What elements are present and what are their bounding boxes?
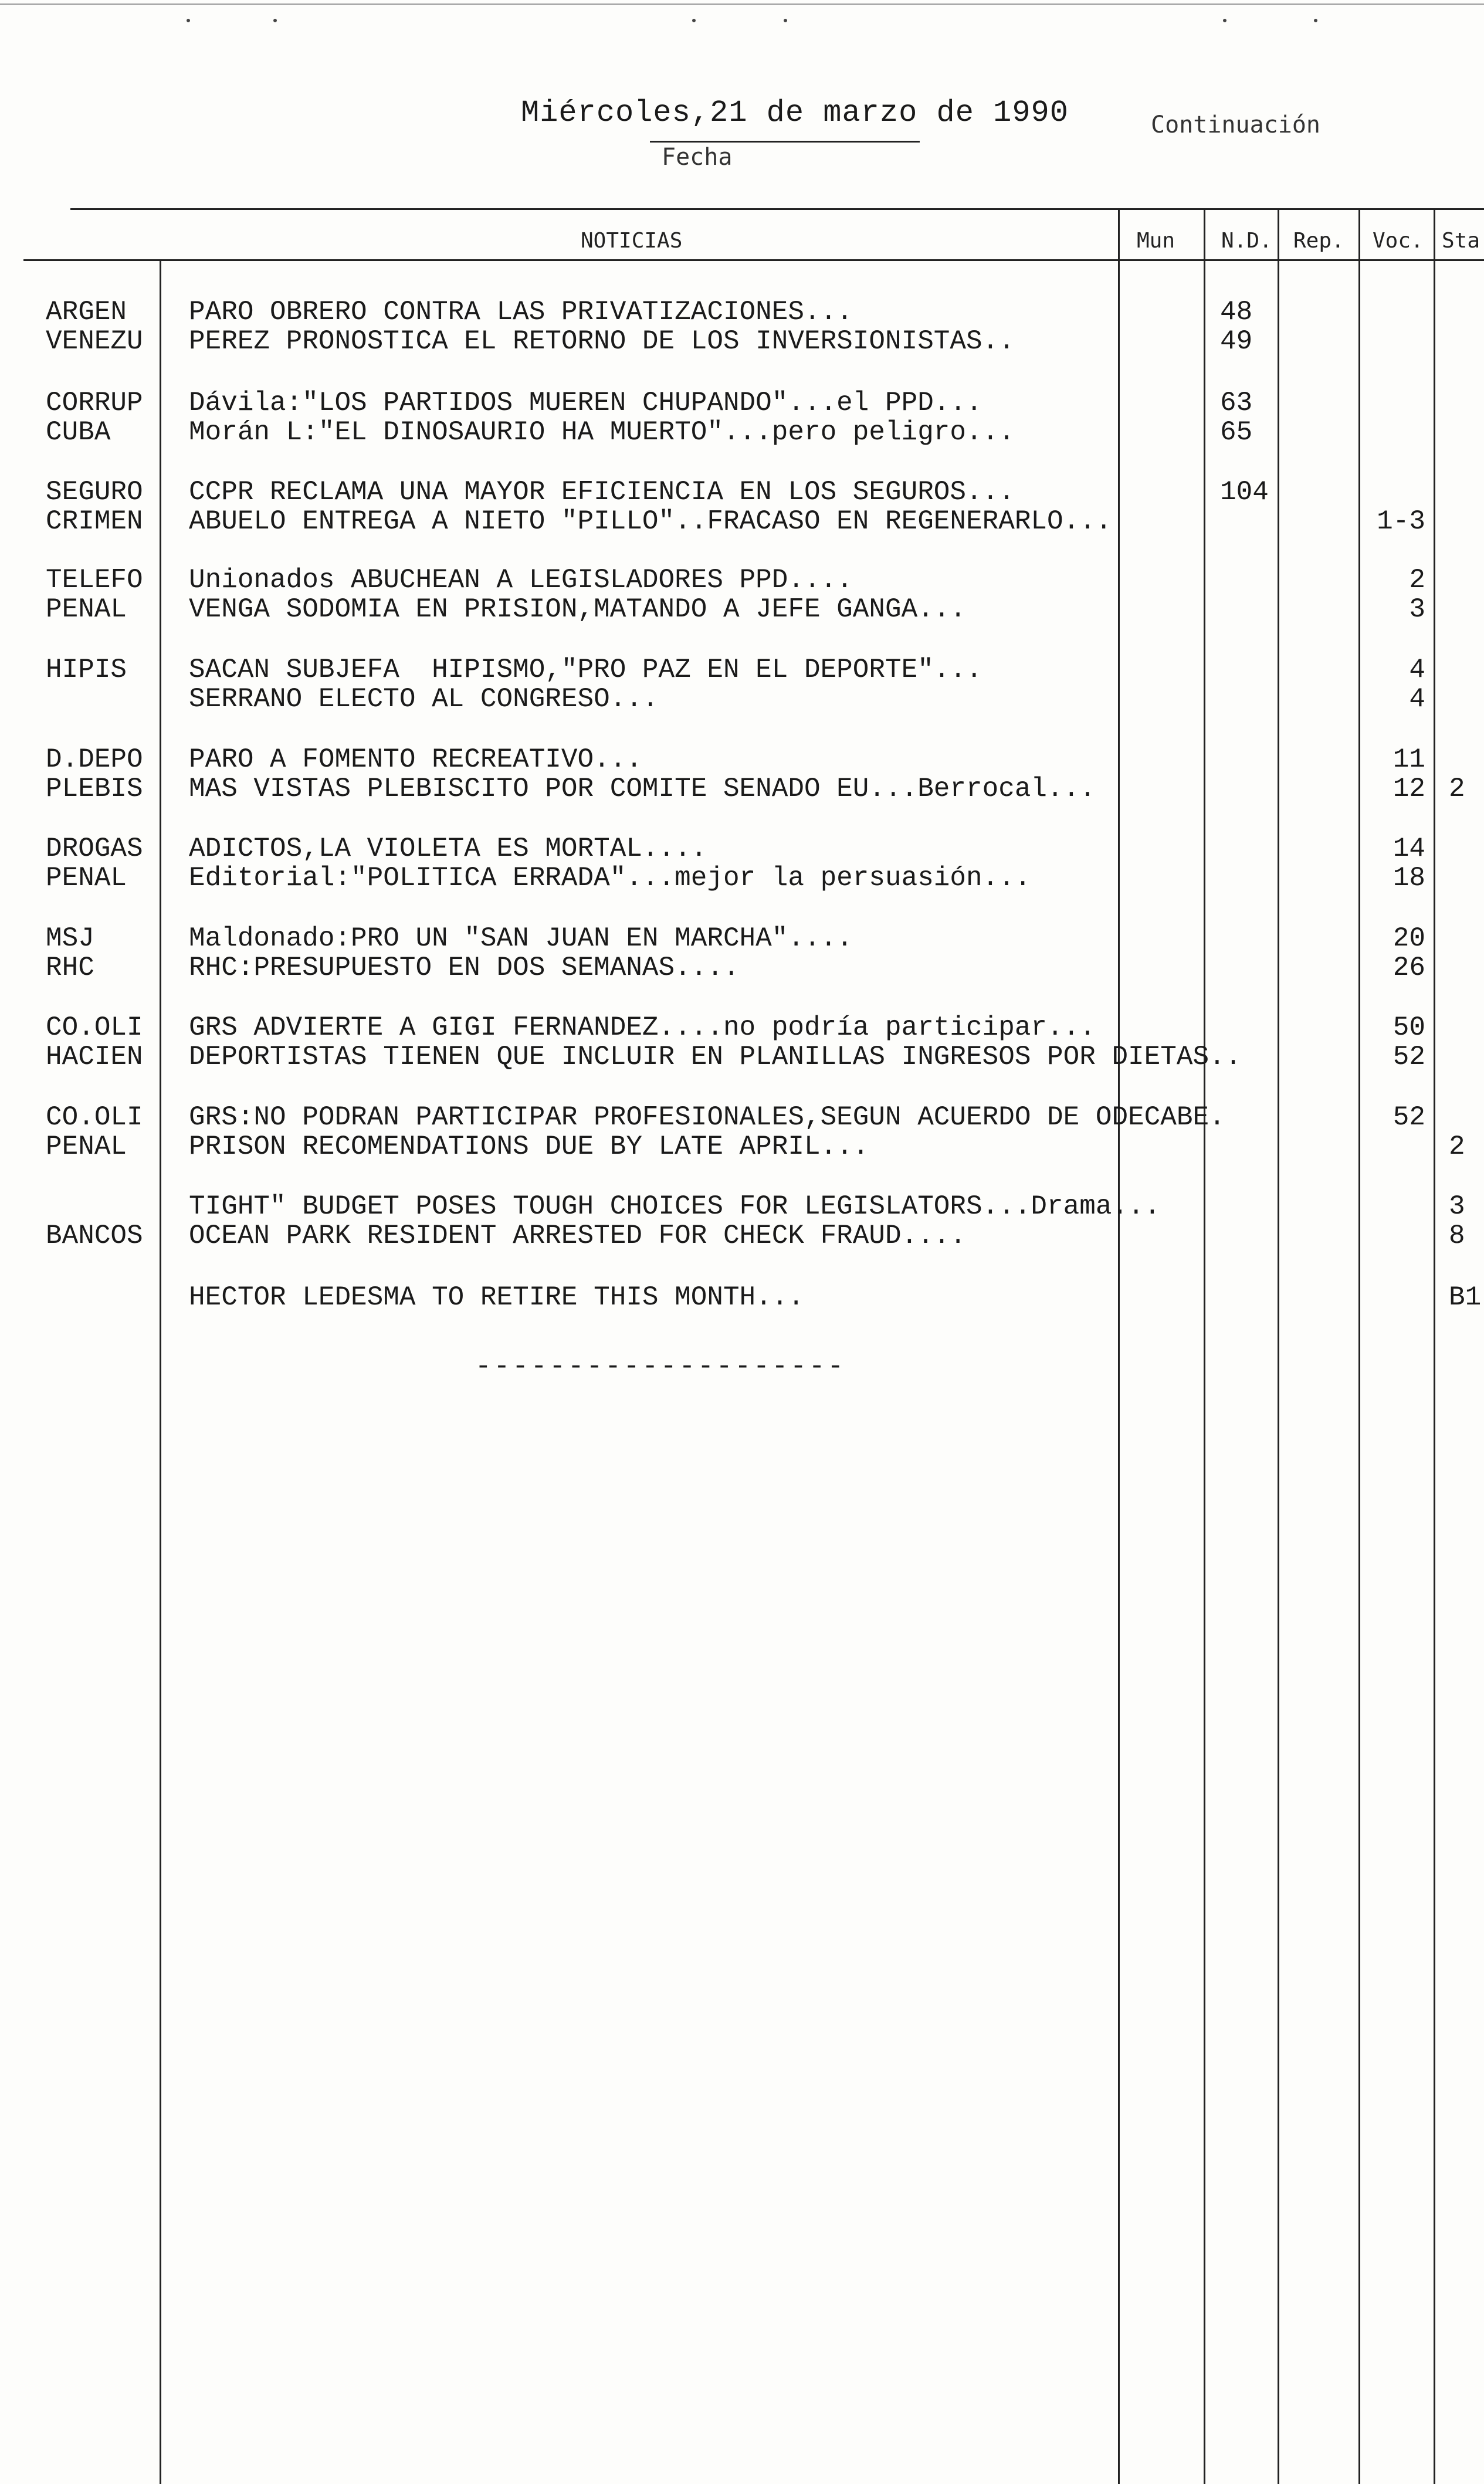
headline: DEPORTISTAS TIENEN QUE INCLUIR EN PLANILLAS INGRESOS POR DIETAS.. — [189, 1042, 1242, 1072]
table-row — [0, 387, 1484, 419]
table-row — [0, 416, 1484, 448]
headline: VENGA SODOMIA EN PRISION,MATANDO A JEFE GANGA... — [189, 594, 967, 625]
table-row — [0, 1282, 1484, 1313]
voc-page: 11 — [1392, 744, 1425, 775]
sta-page: 3 — [1449, 1191, 1465, 1222]
section-tag: PENAL — [46, 863, 127, 893]
rep-column-divider — [1278, 208, 1279, 2484]
table-row — [0, 683, 1484, 715]
table-row — [0, 1041, 1484, 1073]
section-tag: HACIEN — [46, 1042, 143, 1072]
nd-page: 49 — [1220, 326, 1253, 357]
headline: MAS VISTAS PLEBISCITO POR COMITE SENADO EU...Berrocal... — [189, 774, 1096, 804]
scan-mark — [1223, 19, 1226, 22]
table-row — [0, 1012, 1484, 1043]
voc-page: 3 — [1409, 594, 1425, 625]
section-tag: BANCOS — [46, 1221, 143, 1251]
table-row — [0, 1131, 1484, 1163]
table-top-rule — [70, 208, 1484, 210]
header-nd: N.D. — [1221, 229, 1272, 253]
table-row — [0, 952, 1484, 984]
headline: Unionados ABUCHEAN A LEGISLADORES PPD.... — [189, 565, 853, 595]
headline: PEREZ PRONOSTICA EL RETORNO DE LOS INVERSIONISTAS.. — [189, 326, 1015, 357]
headline: PARO OBRERO CONTRA LAS PRIVATIZACIONES... — [189, 297, 853, 327]
table-row — [0, 744, 1484, 775]
table-row — [0, 296, 1484, 328]
headline: TIGHT" BUDGET POSES TOUGH CHOICES FOR LEGISLATORS...Drama... — [189, 1191, 1161, 1222]
voc-page: 26 — [1392, 953, 1425, 983]
table-row — [0, 654, 1484, 686]
headline: Morán L:"EL DINOSAURIO HA MUERTO"...pero peligro... — [189, 417, 1015, 448]
header-mun: Mun — [1137, 229, 1175, 253]
headline: ABUELO ENTREGA A NIETO "PILLO"..FRACASO EN REGENERARLO... — [189, 506, 1112, 537]
voc-page: 4 — [1409, 655, 1425, 685]
sta-page: 8 — [1449, 1221, 1465, 1251]
headline: GRS:NO PODRAN PARTICIPAR PROFESIONALES,SEGUN ACUERDO DE ODECABE. — [189, 1102, 1225, 1133]
headline: RHC:PRESUPUESTO EN DOS SEMANAS.... — [189, 953, 740, 983]
headline: Maldonado:PRO UN "SAN JUAN EN MARCHA".... — [189, 923, 853, 954]
sta-column-divider — [1434, 208, 1435, 2484]
section-tag: ARGEN — [46, 297, 127, 327]
headline: PRISON RECOMENDATIONS DUE BY LATE APRIL... — [189, 1131, 869, 1162]
section-tag: PLEBIS — [46, 774, 143, 804]
section-tag: PENAL — [46, 594, 127, 625]
table-row — [0, 506, 1484, 537]
scan-mark — [187, 19, 190, 22]
table-row — [0, 1102, 1484, 1133]
section-tag: CO.OLI — [46, 1012, 143, 1043]
headline: ADICTOS,LA VIOLETA ES MORTAL.... — [189, 833, 707, 864]
voc-page: 4 — [1409, 684, 1425, 714]
headline: Dávila:"LOS PARTIDOS MUEREN CHUPANDO"...el PPD... — [189, 388, 982, 418]
voc-page: 20 — [1392, 923, 1425, 954]
section-tag: TELEFO — [46, 565, 143, 595]
section-tag: HIPIS — [46, 655, 127, 685]
headline: OCEAN PARK RESIDENT ARRESTED FOR CHECK FRAUD.... — [189, 1221, 967, 1251]
nd-page: 48 — [1220, 297, 1253, 327]
headline: SACAN SUBJEFA HIPISMO,"PRO PAZ EN EL DEPORTE"... — [189, 655, 982, 685]
voc-column-divider — [1358, 208, 1360, 2484]
scan-mark — [273, 19, 277, 22]
voc-page: 2 — [1409, 565, 1425, 595]
table-header-rule — [23, 259, 1484, 261]
voc-page: 52 — [1392, 1102, 1425, 1133]
headline: CCPR RECLAMA UNA MAYOR EFICIENCIA EN LOS SEGUROS... — [189, 477, 1015, 507]
section-tag: RHC — [46, 953, 94, 983]
table-row — [0, 1191, 1484, 1222]
section-tag: PENAL — [46, 1131, 127, 1162]
table-row — [0, 594, 1484, 625]
headline: PARO A FOMENTO RECREATIVO... — [189, 744, 642, 775]
headline: SERRANO ELECTO AL CONGRESO... — [189, 684, 659, 714]
voc-page: 52 — [1392, 1042, 1425, 1072]
nd-page: 65 — [1220, 417, 1253, 448]
table-row — [0, 564, 1484, 596]
table-row — [0, 833, 1484, 865]
table-row — [0, 862, 1484, 894]
nd-column-divider — [1204, 208, 1205, 2484]
scan-mark — [1314, 19, 1317, 22]
section-tag: CUBA — [46, 417, 111, 448]
section-tag: MSJ — [46, 923, 94, 954]
date-text: Miércoles,21 de marzo de 1990 — [521, 96, 1069, 130]
voc-page: 50 — [1392, 1012, 1425, 1043]
section-tag: CORRUP — [46, 388, 143, 418]
continuation-label: Continuación — [1151, 111, 1320, 138]
sta-page: B1 — [1449, 1282, 1482, 1313]
scan-mark — [692, 19, 696, 22]
table-row — [0, 773, 1484, 805]
section-tag: SEGURO — [46, 477, 143, 507]
section-tag: D.DEPO — [46, 744, 143, 775]
voc-page: 14 — [1392, 833, 1425, 864]
mun-column-divider — [1118, 208, 1120, 2484]
table-row — [0, 923, 1484, 954]
nd-page: 104 — [1220, 477, 1269, 507]
headline: HECTOR LEDESMA TO RETIRE THIS MONTH... — [189, 1282, 804, 1313]
voc-page: 18 — [1392, 863, 1425, 893]
table-row — [0, 326, 1484, 357]
end-dashes: -------------------- — [475, 1351, 846, 1382]
nd-page: 63 — [1220, 388, 1253, 418]
voc-page: 12 — [1392, 774, 1425, 804]
sta-page: 2 — [1449, 1131, 1465, 1162]
header-noticias: NOTICIAS — [581, 229, 683, 253]
table-row — [0, 476, 1484, 508]
date-label: Fecha — [662, 144, 733, 171]
header-voc: Voc. — [1373, 229, 1424, 253]
page-top-edge — [0, 4, 1484, 5]
headline: Editorial:"POLITICA ERRADA"...mejor la persuasión... — [189, 863, 1031, 893]
section-tag: DROGAS — [46, 833, 143, 864]
header-sta: Sta — [1442, 229, 1480, 253]
header-rep: Rep. — [1293, 229, 1344, 253]
date-underline — [650, 141, 920, 143]
voc-page: 1-3 — [1377, 506, 1425, 537]
section-tag: CO.OLI — [46, 1102, 143, 1133]
section-tag: CRIMEN — [46, 506, 143, 537]
table-row — [0, 1220, 1484, 1252]
headline: GRS ADVIERTE A GIGI FERNANDEZ....no podría participar... — [189, 1012, 1096, 1043]
sta-page: 2 — [1449, 774, 1465, 804]
scan-mark — [784, 19, 787, 22]
section-tag: VENEZU — [46, 326, 143, 357]
